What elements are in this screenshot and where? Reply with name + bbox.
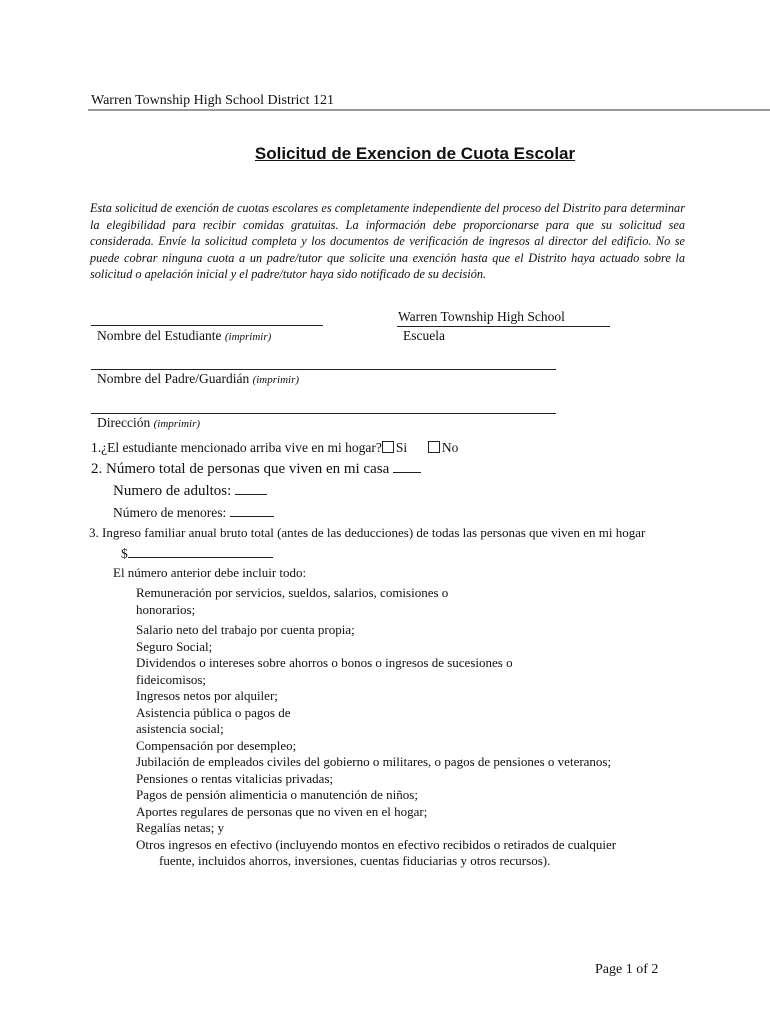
income-item: Jubilación de empleados civiles del gobierno o militares, o pagos de pensiones o veteranos;: [136, 754, 612, 769]
income-item: Pagos de pensión alimenticia o manutención de niños;: [136, 787, 418, 802]
parent-name-hint: (imprimir): [252, 374, 300, 386]
adults-row: [113, 482, 267, 500]
income-item: Ingresos netos por alquiler;: [136, 688, 278, 703]
address-label: Dirección: [97, 415, 151, 430]
income-item: Dividendos o intereses sobre ahorros o bonos o ingresos de sucesiones o fideicomisos;: [136, 655, 513, 687]
address-hint: (imprimir): [153, 418, 201, 430]
income-item: Aportes regulares de personas que no viven en el hogar;: [136, 803, 428, 819]
minors-row: [113, 504, 274, 521]
parent-name-label-row: [97, 371, 299, 387]
total-persons-field[interactable]: [393, 460, 421, 473]
q1-text: 1.¿El estudiante mencionado arriba vive en mi hogar?: [91, 440, 382, 455]
form-title: Solicitud de Exencion de Cuota Escolar: [254, 144, 576, 163]
income-amount-row: [121, 545, 273, 562]
adults-field[interactable]: [235, 482, 267, 495]
yes-checkbox[interactable]: [382, 441, 394, 453]
income-item: Seguro Social;: [136, 638, 213, 654]
address-label-row: [97, 415, 200, 431]
school-label: Escuela: [403, 328, 445, 343]
question-1: [91, 440, 458, 456]
q3-text: 3. Ingreso familiar anual bruto total (antes de las deducciones) de todas las personas que viven en mi hogar: [89, 525, 646, 540]
income-item: Regalías netas; y: [136, 820, 225, 835]
income-item: Remuneración por servicios, sueldos, salarios, comisiones o honorarios;: [136, 585, 449, 617]
income-item: Otros ingresos en efectivo (incluyendo montos en efectivo recibidos o retirados de cualquier: [136, 836, 617, 852]
income-item: Pensiones o rentas vitalicias privadas;: [136, 770, 334, 786]
no-checkbox[interactable]: [428, 441, 440, 453]
income-item: Asistencia pública o pagos de asistencia social;: [136, 704, 291, 736]
income-item: Salario neto del trabajo por cuenta propia;: [136, 622, 355, 637]
parent-name-line[interactable]: [91, 369, 556, 370]
income-include-label: El número anterior debe incluir todo:: [113, 565, 307, 580]
adults-label: Numero de adultos:: [113, 483, 232, 499]
yes-label: Si: [395, 440, 408, 455]
student-name-hint: (imprimir): [224, 331, 272, 343]
student-name-line[interactable]: [91, 325, 323, 326]
q2-text: 2. Número total de personas que viven en mi casa: [91, 461, 390, 477]
question-2: [91, 460, 421, 478]
no-label: No: [441, 440, 459, 455]
minors-label: Número de menores:: [113, 505, 227, 520]
page-number: Page 1 of 2: [595, 962, 659, 977]
school-line: [397, 326, 610, 327]
student-name-label-row: [97, 328, 271, 344]
school-value[interactable]: Warren Township High School: [398, 309, 565, 324]
income-amount-field[interactable]: [128, 545, 273, 558]
income-sources-list: [136, 585, 696, 870]
intro-paragraph: Esta solicitud de exención de cuotas escolares es completamente independiente del proceso del Distrito para determinar la elegibilidad para recibir comidas gratuitas. La información debe proporcionarse para que su solicitud sea considerada. Envíe la solicitud completa y los documentos de verificación de ingresos al director del edificio. No se puede cobrar ninguna cuota a un padre/tutor que solicite una exención hasta que el Distrito haya actuado sobre la solicitud o apelación inicial y el padre/tutor haya sido notificado de su decisión.: [90, 201, 685, 281]
minors-field[interactable]: [230, 504, 274, 517]
income-item: Compensación por desempleo;: [136, 737, 297, 753]
dollar-sign: $: [121, 546, 128, 561]
header-divider: [88, 109, 770, 111]
address-line[interactable]: [91, 413, 556, 414]
student-name-label: Nombre del Estudiante: [97, 328, 222, 343]
income-item: fuente, incluidos ahorros, inversiones, cuentas fiduciarias y otros recursos).: [159, 853, 551, 868]
parent-name-label: Nombre del Padre/Guardián: [97, 371, 250, 386]
district-header: Warren Township High School District 121: [91, 93, 334, 108]
